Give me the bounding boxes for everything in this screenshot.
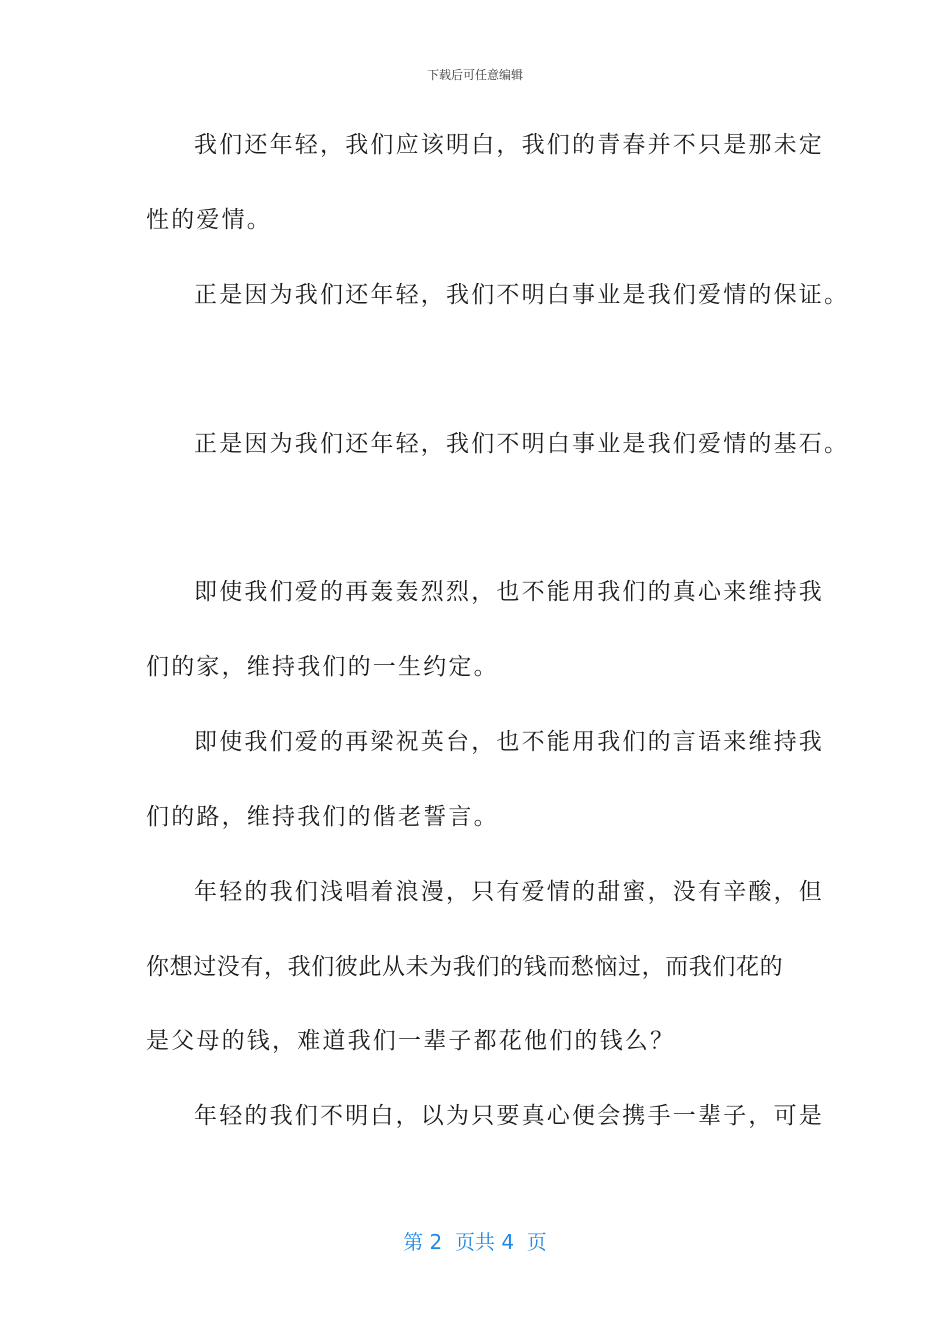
paragraph-line: 即使我们爱的再轰轰烈烈，也不能用我们的真心来维持我 [194, 579, 824, 605]
paragraph-line: 正是因为我们还年轻，我们不明白事业是我们爱情的保证。 [194, 282, 850, 308]
paragraph-line: 年轻的我们浅唱着浪漫，只有爱情的甜蜜，没有辛酸，但 [194, 879, 824, 905]
paragraph-line: 你想过没有，我们彼此从未为我们的钱而愁恼过，而我们花的 [146, 954, 784, 980]
paragraph-line: 正是因为我们还年轻，我们不明白事业是我们爱情的基石。 [194, 431, 850, 457]
paragraph-line: 年轻的我们不明白，以为只要真心便会携手一辈子，可是 [194, 1103, 824, 1129]
paragraph-line: 们的路，维持我们的偕老誓言。 [146, 804, 499, 830]
paragraph-line: 我们还年轻，我们应该明白，我们的青春并不只是那未定 [194, 132, 824, 158]
page-header: 下载后可任意编辑 [426, 68, 523, 82]
page-footer: 第 2 页共 4 页 [403, 1230, 547, 1254]
paragraph-line: 是父母的钱，难道我们一辈子都花他们的钱么？ [146, 1028, 676, 1054]
paragraph-line: 性的爱情。 [146, 207, 272, 233]
paragraph-line: 们的家，维持我们的一生约定。 [146, 654, 499, 680]
paragraph-line: 即使我们爱的再梁祝英台，也不能用我们的言语来维持我 [194, 729, 824, 755]
